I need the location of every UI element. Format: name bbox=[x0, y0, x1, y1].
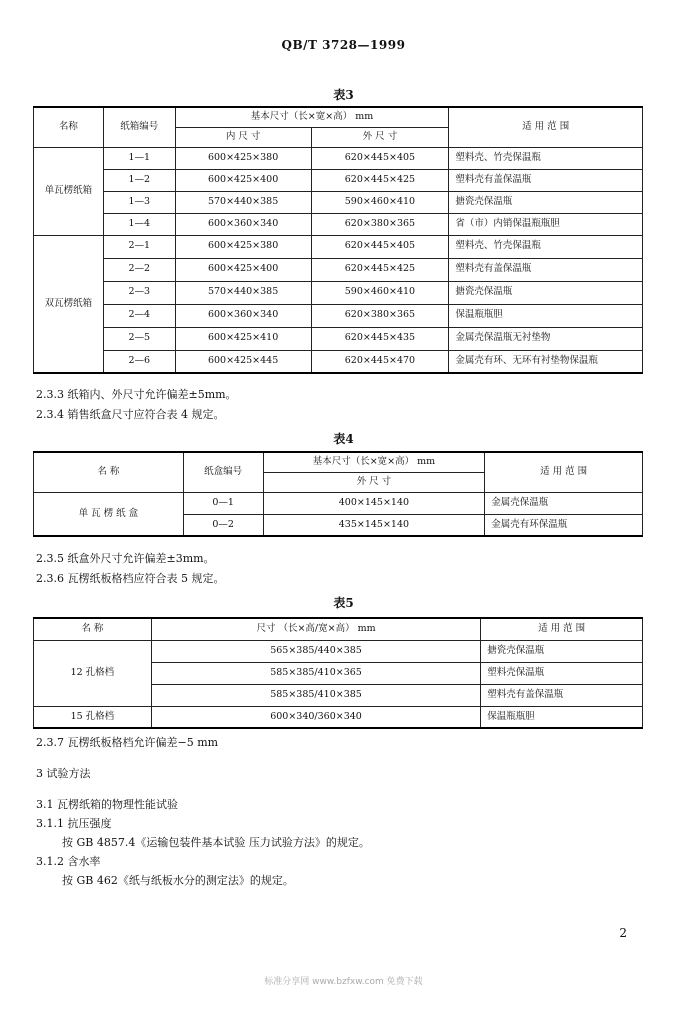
clause-2-3-6: 2.3.6 瓦楞纸板格档应符合表 5 规定。 bbox=[36, 572, 225, 585]
table-cell: 620×445×405 bbox=[311, 235, 449, 258]
table-cell: 565×385/440×385 bbox=[151, 640, 481, 662]
t5-header-size: 尺寸 （长×高/宽×高） mm bbox=[151, 618, 481, 640]
document-header: QB/T 3728—1999 bbox=[281, 38, 406, 52]
t4-header-basic: 基本尺寸（长×宽×高） mm bbox=[263, 452, 485, 472]
table-cell: 590×460×410 bbox=[311, 191, 449, 213]
t4-header-code: 纸盒编号 bbox=[183, 452, 263, 492]
table-cell: 585×385/410×365 bbox=[151, 662, 481, 684]
table-cell: 2—4 bbox=[103, 304, 175, 327]
table-cell: 塑料壳、竹壳保温瓶 bbox=[449, 147, 643, 169]
clause-2-3-7: 2.3.7 瓦楞纸板格档允许偏差−5 mm bbox=[36, 736, 219, 749]
t4-header-name: 名 称 bbox=[34, 452, 184, 492]
t3-header-name: 名称 bbox=[34, 107, 104, 147]
table-cell: 620×445×425 bbox=[311, 258, 449, 281]
table-cell: 570×440×385 bbox=[175, 281, 311, 304]
table-cell: 金属壳保温瓶无衬垫物 bbox=[449, 327, 643, 350]
t3-header-code: 纸箱编号 bbox=[103, 107, 175, 147]
table-cell: 1—4 bbox=[103, 213, 175, 235]
table-cell: 搪瓷壳保温瓶 bbox=[449, 281, 643, 304]
section-3-1-heading: 3.1 瓦楞纸箱的物理性能试验 bbox=[36, 798, 178, 811]
table-cell: 2—5 bbox=[103, 327, 175, 350]
clause-2-3-3: 2.3.3 纸箱内、外尺寸允许偏差±5mm。 bbox=[36, 388, 237, 401]
table-4 bbox=[33, 451, 643, 537]
table-cell: 金属壳有环保温瓶 bbox=[485, 514, 643, 536]
table-cell: 620×380×365 bbox=[311, 213, 449, 235]
t5-group-15: 15 孔格档 bbox=[34, 706, 152, 728]
table-cell: 585×385/410×385 bbox=[151, 684, 481, 706]
clause-2-3-4: 2.3.4 销售纸盒尺寸应符合表 4 规定。 bbox=[36, 408, 225, 421]
table-cell: 600×425×380 bbox=[175, 147, 311, 169]
page-number: 2 bbox=[619, 926, 627, 940]
t3-group-single: 单瓦楞纸箱 bbox=[34, 147, 104, 235]
t5-header-range: 适 用 范 围 bbox=[481, 618, 643, 640]
section-3-1-1-text: 按 GB 4857.4《运输包装件基本试验 压力试验方法》的规定。 bbox=[62, 836, 370, 849]
watermark-footer: 标准分享网 www.bzfxw.com 免费下载 bbox=[264, 977, 423, 987]
table-cell: 570×440×385 bbox=[175, 191, 311, 213]
table-cell: 600×425×410 bbox=[175, 327, 311, 350]
table-cell: 搪瓷壳保温瓶 bbox=[449, 191, 643, 213]
table-cell: 600×360×340 bbox=[175, 213, 311, 235]
table-cell: 1—3 bbox=[103, 191, 175, 213]
table-cell: 2—6 bbox=[103, 350, 175, 373]
table-cell: 600×425×445 bbox=[175, 350, 311, 373]
table-5 bbox=[33, 617, 643, 729]
table-cell: 620×380×365 bbox=[311, 304, 449, 327]
t3-header-range: 适 用 范 围 bbox=[449, 107, 643, 147]
table-cell: 金属壳保温瓶 bbox=[485, 492, 643, 514]
t3-header-inner: 内 尺 寸 bbox=[175, 127, 311, 147]
table-cell: 塑料壳保温瓶 bbox=[481, 662, 643, 684]
table-cell: 2—3 bbox=[103, 281, 175, 304]
table-cell: 600×360×340 bbox=[175, 304, 311, 327]
table-cell: 590×460×410 bbox=[311, 281, 449, 304]
table-cell: 塑料壳、竹壳保温瓶 bbox=[449, 235, 643, 258]
table-3 bbox=[33, 106, 643, 374]
t3-header-outer: 外 尺 寸 bbox=[311, 127, 449, 147]
table-cell: 620×445×405 bbox=[311, 147, 449, 169]
t5-group-12: 12 孔格档 bbox=[34, 640, 152, 706]
table-cell: 金属壳有环、无环有衬垫物保温瓶 bbox=[449, 350, 643, 373]
table-cell: 保温瓶瓶胆 bbox=[449, 304, 643, 327]
table-cell: 0—2 bbox=[183, 514, 263, 536]
table-cell: 0—1 bbox=[183, 492, 263, 514]
table-cell: 600×340/360×340 bbox=[151, 706, 481, 728]
table3-caption: 表3 bbox=[333, 88, 354, 102]
table-cell: 600×425×400 bbox=[175, 258, 311, 281]
table-cell: 搪瓷壳保温瓶 bbox=[481, 640, 643, 662]
table-cell: 2—1 bbox=[103, 235, 175, 258]
table-cell: 1—1 bbox=[103, 147, 175, 169]
section-3-heading: 3 试验方法 bbox=[36, 767, 91, 780]
section-3-1-2-heading: 3.1.2 含水率 bbox=[36, 855, 101, 868]
t5-header-name: 名 称 bbox=[34, 618, 152, 640]
t4-header-outer: 外 尺 寸 bbox=[263, 472, 485, 492]
t3-header-basic: 基本尺寸（长×宽×高） mm bbox=[175, 107, 449, 127]
table5-caption: 表5 bbox=[333, 596, 354, 610]
clause-2-3-5: 2.3.5 纸盒外尺寸允许偏差±3mm。 bbox=[36, 552, 215, 565]
section-3-1-1-heading: 3.1.1 抗压强度 bbox=[36, 817, 112, 830]
section-3-1-2-text: 按 GB 462《纸与纸板水分的测定法》的规定。 bbox=[62, 874, 294, 887]
t4-header-range: 适 用 范 围 bbox=[485, 452, 643, 492]
table-cell: 435×145×140 bbox=[263, 514, 485, 536]
t4-group: 单 瓦 楞 纸 盒 bbox=[34, 492, 184, 536]
t3-group-double: 双瓦楞纸箱 bbox=[34, 235, 104, 373]
table4-caption: 表4 bbox=[333, 432, 354, 446]
table-cell: 1—2 bbox=[103, 169, 175, 191]
table-cell: 620×445×425 bbox=[311, 169, 449, 191]
table-cell: 省（市）内销保温瓶瓶胆 bbox=[449, 213, 643, 235]
table-cell: 600×425×400 bbox=[175, 169, 311, 191]
table-cell: 保温瓶瓶胆 bbox=[481, 706, 643, 728]
table-cell: 塑料壳有盖保温瓶 bbox=[449, 169, 643, 191]
table-cell: 塑料壳有盖保温瓶 bbox=[481, 684, 643, 706]
table-cell: 400×145×140 bbox=[263, 492, 485, 514]
table-cell: 620×445×470 bbox=[311, 350, 449, 373]
table-cell: 620×445×435 bbox=[311, 327, 449, 350]
table-cell: 2—2 bbox=[103, 258, 175, 281]
table-cell: 600×425×380 bbox=[175, 235, 311, 258]
table-cell: 塑料壳有盖保温瓶 bbox=[449, 258, 643, 281]
